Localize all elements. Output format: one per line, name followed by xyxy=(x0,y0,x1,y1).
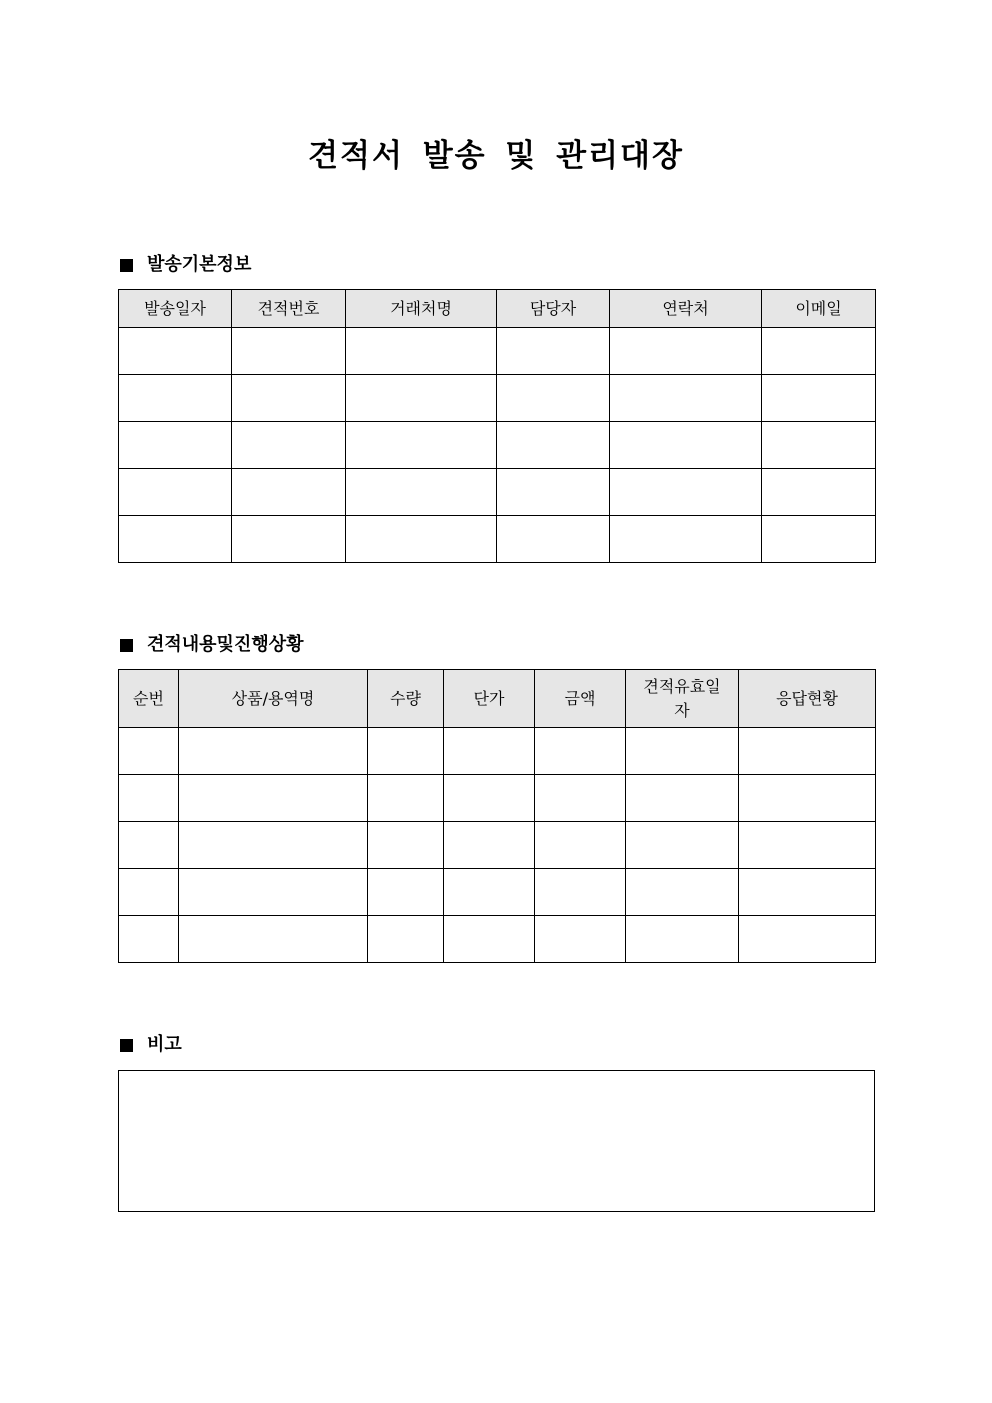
table-cell[interactable] xyxy=(535,775,626,822)
table-row xyxy=(119,775,876,822)
table-cell[interactable] xyxy=(610,422,762,469)
table-cell[interactable] xyxy=(119,469,232,516)
col-header-quote-number: 견적번호 xyxy=(232,290,346,328)
col-header-seq: 순번 xyxy=(119,670,179,728)
table-cell[interactable] xyxy=(535,869,626,916)
table-cell[interactable] xyxy=(762,375,876,422)
table-cell[interactable] xyxy=(179,822,368,869)
table-row xyxy=(119,869,876,916)
table-cell[interactable] xyxy=(346,422,497,469)
remarks-heading xyxy=(118,1033,182,1057)
table-header-row xyxy=(119,290,876,328)
col-header-quantity: 수량 xyxy=(368,670,444,728)
table-cell[interactable] xyxy=(368,822,444,869)
table-cell[interactable] xyxy=(610,516,762,563)
table-header-row xyxy=(119,670,876,728)
col-header-contact: 연락처 xyxy=(610,290,762,328)
square-bullet-icon xyxy=(120,1039,133,1052)
table-cell[interactable] xyxy=(346,516,497,563)
table-cell[interactable] xyxy=(610,469,762,516)
table-cell[interactable] xyxy=(535,728,626,775)
col-header-send-date: 발송일자 xyxy=(119,290,232,328)
table-cell[interactable] xyxy=(610,375,762,422)
table-cell[interactable] xyxy=(179,916,368,963)
table-row xyxy=(119,469,876,516)
table-cell[interactable] xyxy=(444,916,535,963)
details-heading-label: 견적내용및진행상황 xyxy=(147,634,304,655)
table-row xyxy=(119,728,876,775)
table-cell[interactable] xyxy=(119,869,179,916)
table-cell[interactable] xyxy=(626,916,739,963)
quote-details-table xyxy=(118,669,876,963)
square-bullet-icon xyxy=(120,639,133,652)
col-header-client-name: 거래처명 xyxy=(346,290,497,328)
table-cell[interactable] xyxy=(444,869,535,916)
table-cell[interactable] xyxy=(626,822,739,869)
remarks-heading-label: 비고 xyxy=(147,1034,182,1055)
table-cell[interactable] xyxy=(346,469,497,516)
basic-info-table xyxy=(118,289,876,563)
table-cell[interactable] xyxy=(610,328,762,375)
table-cell[interactable] xyxy=(346,328,497,375)
table-cell[interactable] xyxy=(739,822,876,869)
table-cell[interactable] xyxy=(119,328,232,375)
table-cell[interactable] xyxy=(119,516,232,563)
table-cell[interactable] xyxy=(119,916,179,963)
table-cell[interactable] xyxy=(739,869,876,916)
table-row xyxy=(119,422,876,469)
table-row xyxy=(119,916,876,963)
table-cell[interactable] xyxy=(497,328,610,375)
table-cell[interactable] xyxy=(119,375,232,422)
basic-info-heading-label: 발송기본정보 xyxy=(147,254,252,275)
table-cell[interactable] xyxy=(232,328,346,375)
table-cell[interactable] xyxy=(119,775,179,822)
table-row xyxy=(119,516,876,563)
table-cell[interactable] xyxy=(232,469,346,516)
table-cell[interactable] xyxy=(119,728,179,775)
table-cell[interactable] xyxy=(346,375,497,422)
remarks-box[interactable] xyxy=(118,1070,875,1212)
table-cell[interactable] xyxy=(626,869,739,916)
page-title: 견적서 발송 및 관리대장 xyxy=(308,138,684,174)
table-cell[interactable] xyxy=(762,516,876,563)
table-cell[interactable] xyxy=(762,422,876,469)
table-cell[interactable] xyxy=(444,728,535,775)
table-cell[interactable] xyxy=(762,469,876,516)
table-row xyxy=(119,375,876,422)
col-header-email: 이메일 xyxy=(762,290,876,328)
table-cell[interactable] xyxy=(368,775,444,822)
col-header-manager: 담당자 xyxy=(497,290,610,328)
table-cell[interactable] xyxy=(444,822,535,869)
table-cell[interactable] xyxy=(497,375,610,422)
table-cell[interactable] xyxy=(497,469,610,516)
table-cell[interactable] xyxy=(762,328,876,375)
table-cell[interactable] xyxy=(626,775,739,822)
table-cell[interactable] xyxy=(535,916,626,963)
table-cell[interactable] xyxy=(739,775,876,822)
table-cell[interactable] xyxy=(739,728,876,775)
col-header-product-name: 상품/용역명 xyxy=(179,670,368,728)
table-cell[interactable] xyxy=(626,728,739,775)
table-cell[interactable] xyxy=(368,728,444,775)
col-header-valid-date: 견적유효일자 xyxy=(626,670,739,728)
table-cell[interactable] xyxy=(119,822,179,869)
table-cell[interactable] xyxy=(179,869,368,916)
table-cell[interactable] xyxy=(119,422,232,469)
col-header-unit-price: 단가 xyxy=(444,670,535,728)
table-cell[interactable] xyxy=(179,775,368,822)
table-cell[interactable] xyxy=(497,516,610,563)
col-header-amount: 금액 xyxy=(535,670,626,728)
details-heading xyxy=(118,633,304,657)
table-row xyxy=(119,328,876,375)
col-header-response-status: 응답현황 xyxy=(739,670,876,728)
table-cell[interactable] xyxy=(535,822,626,869)
square-bullet-icon xyxy=(120,259,133,272)
table-cell[interactable] xyxy=(497,422,610,469)
table-row xyxy=(119,822,876,869)
table-cell[interactable] xyxy=(232,422,346,469)
table-cell[interactable] xyxy=(179,728,368,775)
table-cell[interactable] xyxy=(739,916,876,963)
basic-info-heading xyxy=(118,253,251,277)
table-cell[interactable] xyxy=(444,775,535,822)
table-cell[interactable] xyxy=(368,869,444,916)
table-cell[interactable] xyxy=(232,375,346,422)
table-cell[interactable] xyxy=(368,916,444,963)
table-cell[interactable] xyxy=(232,516,346,563)
